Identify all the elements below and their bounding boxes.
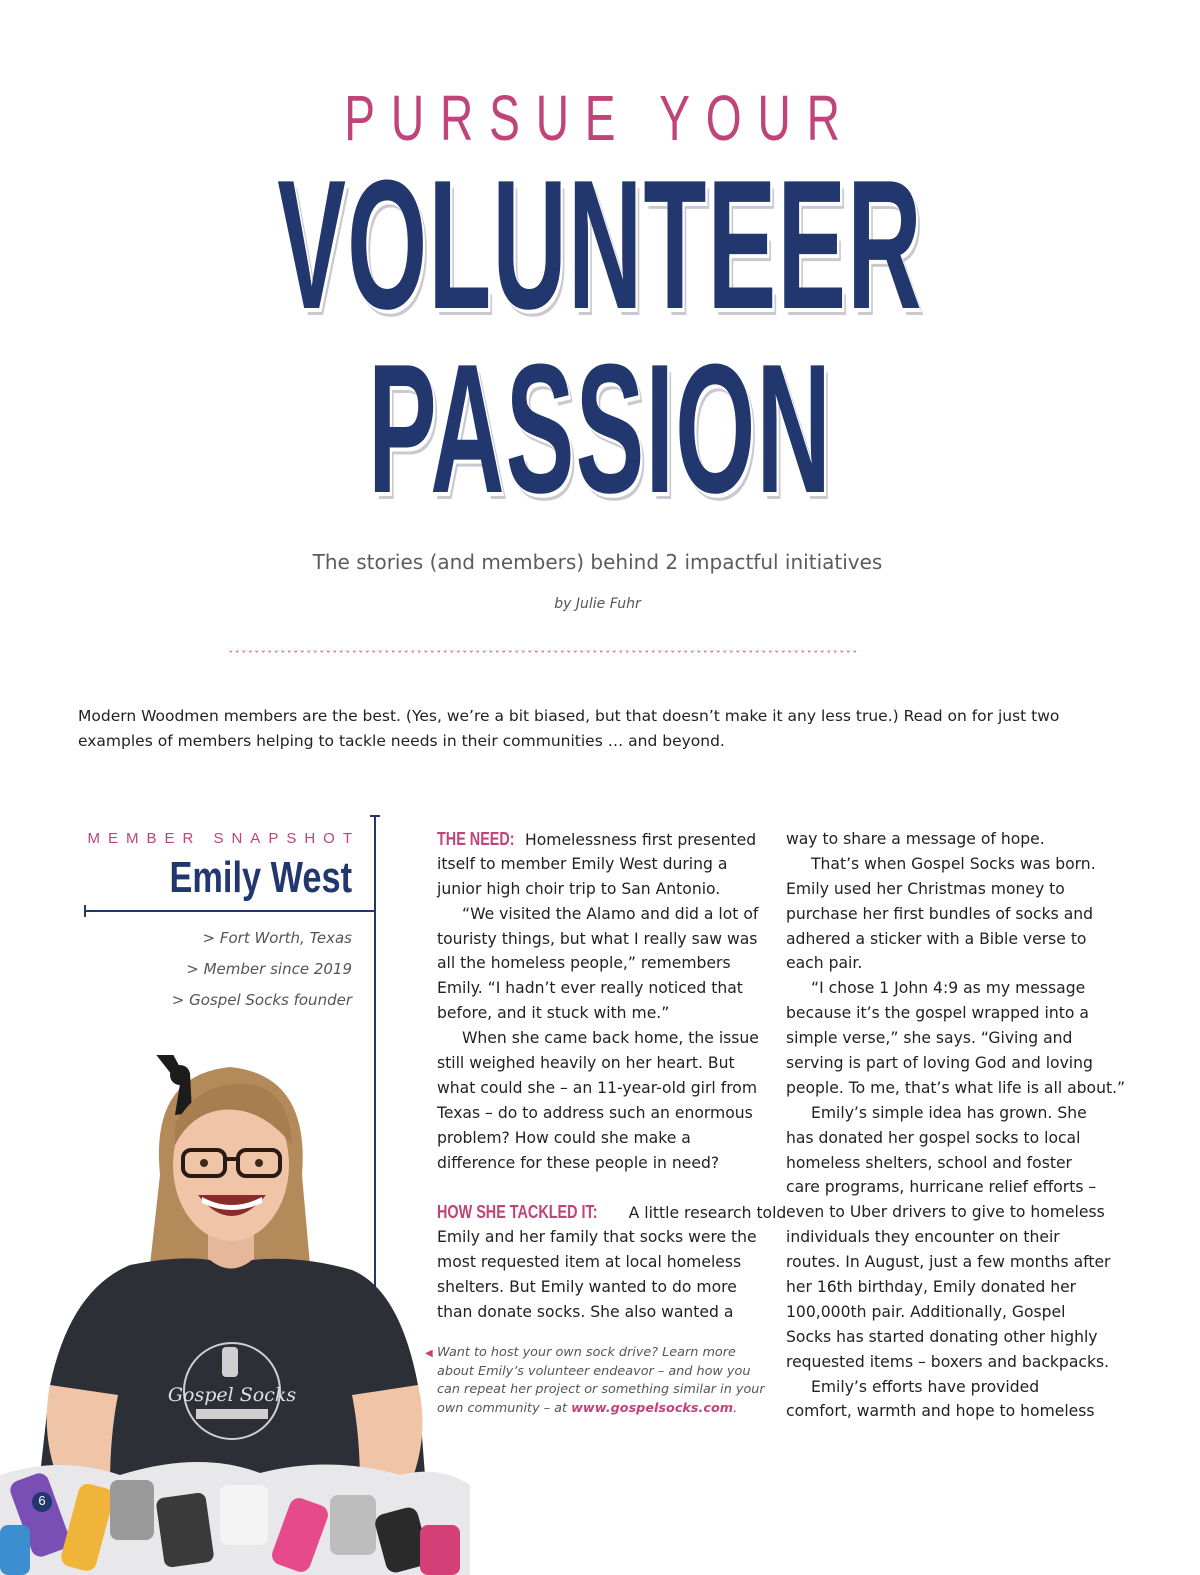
snapshot-fact: > Fort Worth, Texas <box>202 929 352 947</box>
section-lead-need: THE NEED: <box>437 829 515 849</box>
body-line: When she came back home, the issue <box>462 1029 759 1048</box>
article-deck: The stories (and members) behind 2 impactful initiatives <box>312 550 883 574</box>
body-line: “I chose 1 John 4:9 as my message <box>811 979 1086 998</box>
body-line: Emily’s efforts have provided <box>811 1377 1040 1396</box>
headline-kicker: PURSUE YOUR <box>344 82 856 154</box>
intro-paragraph <box>78 704 1088 754</box>
snapshot-label: MEMBER SNAPSHOT <box>87 830 360 847</box>
gospel-socks-link[interactable]: www.gospelsocks.com <box>571 1400 734 1416</box>
body-line: what could she – an 11-year-old girl from <box>437 1078 758 1097</box>
body-line: difference for these people in need? <box>437 1153 720 1172</box>
body-line: itself to member Emily West during a <box>437 854 728 873</box>
body-line: most requested item at local homeless <box>437 1253 742 1272</box>
body-line: Emily’s simple idea has grown. She <box>811 1103 1087 1122</box>
snapshot-name: Emily West <box>169 853 352 902</box>
body-line: way to share a message of hope. <box>786 830 1045 848</box>
snapshot-facts <box>60 926 352 1019</box>
body-line: all the homeless people,” remembers <box>437 954 731 973</box>
snapshot-rule-horizontal <box>84 910 374 912</box>
caption-text: own community – at <box>437 1400 568 1416</box>
snapshot-fact: > Member since 2019 <box>186 960 352 978</box>
body-line: That’s when Gospel Socks was born. <box>811 854 1096 873</box>
snapshot-rule-tick <box>84 905 86 917</box>
body-line: requested items – boxers and backpacks. <box>786 1352 1110 1371</box>
body-line: Socks has started donating other highly <box>786 1327 1098 1346</box>
caption-arrow-icon: ◀ <box>425 1348 433 1359</box>
photo-caption <box>437 1344 767 1418</box>
body-line: 100,000th pair. Additionally, Gospel <box>786 1302 1066 1321</box>
caption-line: can repeat her project or something similar in your <box>437 1382 765 1397</box>
page-number: 6 <box>38 1493 46 1508</box>
body-line: Emily used her Christmas money to <box>786 879 1065 898</box>
body-line: Emily and her family that socks were the <box>437 1228 757 1247</box>
body-line: before, and it stuck with me.” <box>437 1004 670 1023</box>
intro-line: examples of members helping to tackle needs in their communities … and beyond. <box>78 732 725 750</box>
article-column-1 <box>437 827 787 1325</box>
body-line: her 16th birthday, Emily donated her <box>786 1278 1077 1297</box>
body-line: care programs, hurricane relief efforts – <box>786 1178 1097 1197</box>
byline: by Julie Fuhr <box>554 596 641 612</box>
caption-line: Want to host your own sock drive? Learn more <box>437 1345 736 1360</box>
member-photo <box>0 1055 470 1575</box>
snapshot-fact: > Gospel Socks founder <box>171 991 352 1009</box>
body-text: A little research told <box>628 1204 787 1223</box>
body-line: because it’s the gospel wrapped into a <box>786 1004 1089 1023</box>
intro-line: Modern Woodmen members are the best. (Yes, we’re a bit biased, but that doesn’t make it any less true.) Read on for just two <box>78 707 1060 725</box>
body-line: homeless shelters, school and foster <box>786 1153 1072 1172</box>
body-line: routes. In August, just a few months after <box>786 1253 1111 1272</box>
headline-line-2: PASSION <box>368 325 832 531</box>
body-line: than donate socks. She also wanted a <box>437 1302 734 1321</box>
caption-line: about Emily’s volunteer endeavor – and how you <box>437 1363 751 1379</box>
body-line: has donated her gospel socks to local <box>786 1128 1081 1147</box>
body-line: purchase her first bundles of socks and <box>786 904 1094 923</box>
body-line: Texas – do to address such an enormous <box>437 1103 753 1122</box>
body-line: problem? How could she make a <box>437 1128 691 1147</box>
body-line <box>437 1200 787 1225</box>
article-column-2 <box>786 827 1126 1424</box>
body-line: junior high choir trip to San Antonio. <box>437 879 721 898</box>
body-line: each pair. <box>786 954 863 973</box>
body-line: still weighed heavily on her heart. But <box>437 1054 735 1073</box>
body-line: Emily. “I hadn’t ever really noticed that <box>437 979 743 998</box>
body-line: individuals they encounter on their <box>786 1228 1060 1247</box>
body-line <box>437 827 777 852</box>
body-line: serving is part of loving God and loving <box>786 1054 1093 1073</box>
body-line: comfort, warmth and hope to homeless <box>786 1402 1095 1421</box>
caption-line <box>437 1400 767 1419</box>
caption-end: . <box>733 1400 738 1416</box>
headline-line-1: VOLUNTEER <box>277 141 923 347</box>
body-line: simple verse,” she says. “Giving and <box>786 1029 1073 1048</box>
body-line: “We visited the Alamo and did a lot of <box>462 904 759 923</box>
body-line: even to Uber drivers to give to homeless <box>786 1203 1105 1222</box>
body-line: shelters. But Emily wanted to do more <box>437 1278 737 1297</box>
body-text: Homelessness first presented <box>524 831 757 849</box>
chevron-divider: ˇˇˇˇˇˇˇˇˇˇˇˇˇˇˇˇˇˇˇˇˇˇˇˇˇˇˇˇˇˇˇˇˇˇˇˇˇˇˇˇˇˇˇˇˇˇˇˇˇˇˇˇˇˇˇˇˇˇˇˇˇˇˇˇˇˇˇˇˇˇˇˇˇˇˇˇˇˇˇˇˇˇˇˇˇˇˇˇˇˇˇˇˇˇˇˇˇ <box>228 650 859 662</box>
body-line: people. To me, that’s what life is all about.” <box>786 1078 1126 1097</box>
section-lead-tackle: HOW SHE TACKLED IT: <box>437 1202 598 1223</box>
shirt-logo-text: Gospel Socks <box>167 1384 297 1406</box>
snapshot-rule-tick <box>370 815 380 817</box>
body-line: adhered a sticker with a Bible verse to <box>786 929 1087 948</box>
body-line: touristy things, but what I really saw was <box>437 929 758 948</box>
